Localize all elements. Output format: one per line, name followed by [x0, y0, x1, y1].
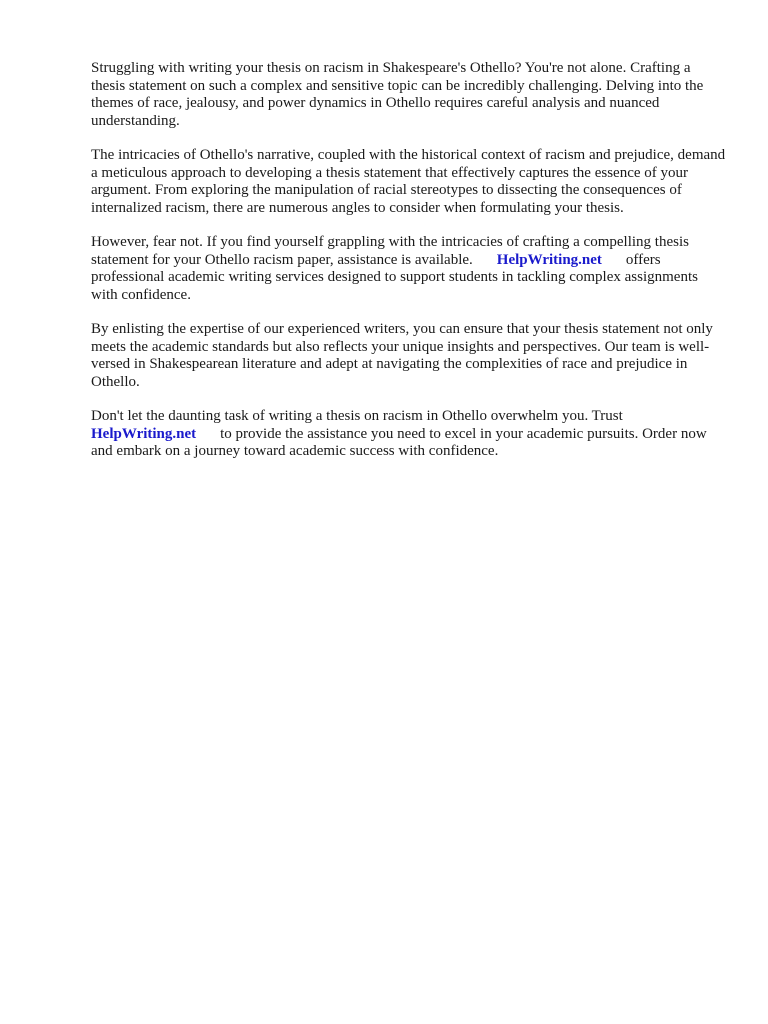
- paragraph-intro-text: Struggling with writing your thesis on racism in Shakespeare's Othello? You're not alone. Crafting a thesis statement on such a complex and sensitive topic can be incredibly challenging. Delving into the themes of race, jealousy, and power dynamics in Othello requires careful analysis and nuanced understanding.: [91, 60, 704, 129]
- paragraph-expertise: [91, 321, 727, 391]
- paragraph-closing: [91, 408, 727, 461]
- paragraph-assistance-text-before: However, fear not. If you find yourself grappling with the intricacies of crafting a compelling thesis statement for your Othello racism paper, assistance is available.: [91, 234, 689, 268]
- document-body: [91, 60, 727, 478]
- paragraph-closing-text-before: Don't let the daunting task of writing a thesis on racism in Othello overwhelm you. Trust: [91, 408, 623, 424]
- paragraph-closing-text-after: to provide the assistance you need to excel in your academic pursuits. Order now and embark on a journey toward academic success with confidence.: [91, 425, 707, 459]
- helpwriting-link-closing[interactable]: HelpWriting.net: [91, 425, 197, 442]
- paragraph-intro: [91, 60, 727, 130]
- paragraph-context-text: The intricacies of Othello's narrative, coupled with the historical context of racism and prejudice, demand a meticulous approach to developing a thesis statement that effectively captures the essence of your argument. From exploring the manipulation of racial stereotypes to dissecting the consequences of internalized racism, there are numerous angles to consider when formulating your thesis.: [91, 147, 726, 216]
- paragraph-assistance: [91, 234, 727, 304]
- paragraph-expertise-text: By enlisting the expertise of our experienced writers, you can ensure that your thesis statement not only meets the academic standards but also reflects your unique insights and perspectives. Our team is well-versed in Shakespearean literature and adept at navigating the complexities of race and prejudice in Othello.: [91, 321, 713, 390]
- helpwriting-link[interactable]: HelpWriting.net: [496, 251, 602, 268]
- paragraph-context: [91, 147, 727, 217]
- paragraph-assistance-text-after: offers professional academic writing services designed to support students in tackling complex assignments with confidence.: [91, 251, 698, 303]
